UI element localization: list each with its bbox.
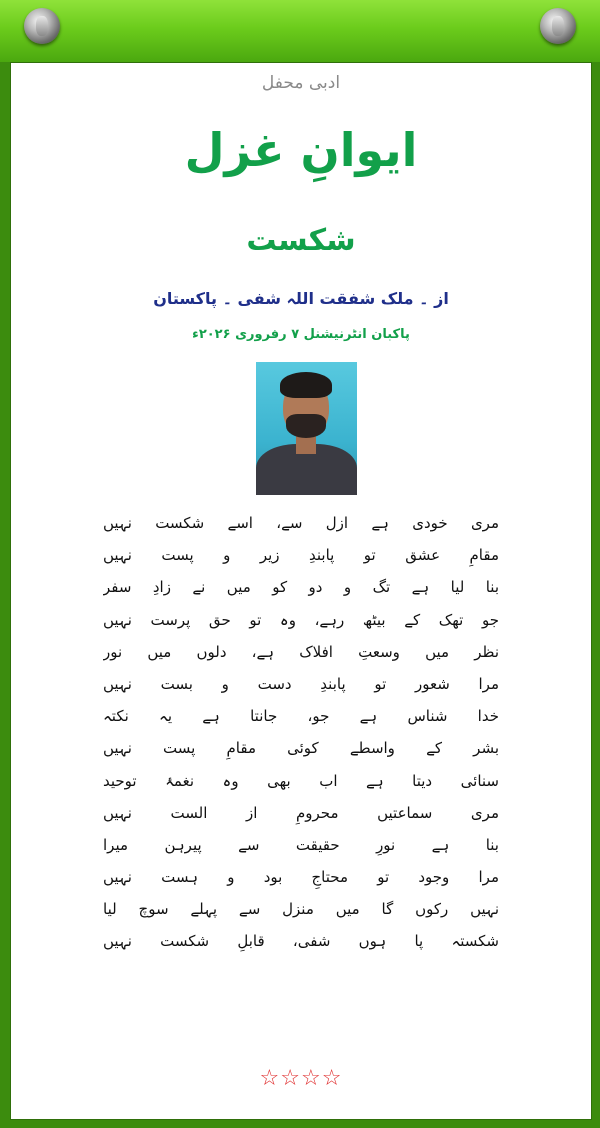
poem-title: شکست (246, 223, 356, 258)
poem-line: سنائی دیتا ہے اب بھی وہ نغمۂ توحید (103, 771, 499, 790)
poem-line: مری خودی ہے ازل سے، اسے شکست نہیں (103, 514, 499, 532)
poem-line: نظر میں وسعتِ افلاک ہے، دلوں میں نور (103, 642, 499, 661)
paper-sheet (10, 62, 592, 1120)
top-bar (0, 0, 600, 62)
pushpin-icon (540, 8, 576, 44)
poem-line: مرا وجود تو محتاجِ بود و ہست نہیں (103, 868, 499, 887)
poem-line: شکستہ پا ہوں شفی، قابلِ شکست نہیں (103, 932, 499, 951)
poem-line: بنا ہے نورِ حقیقت سے پیرہن میرا (103, 835, 499, 854)
poem-line: مرا شعور تو پابندِ دست و بست نہیں (103, 674, 499, 693)
poem-line: مری سماعتیں محرومِ از الست نہیں (103, 803, 499, 822)
poem-line: بنا لیا ہے تگ و دو کو میں نے زادِ سفر (103, 578, 499, 597)
author-line: از ۔ ملک شفقت اللہ شفی ۔ پاکستان (153, 289, 449, 308)
rating-stars: ☆☆☆☆ (259, 1066, 343, 1091)
photo-beard (286, 414, 326, 438)
poem-body (103, 507, 499, 958)
poem-line: جو تھک کے بیٹھ رہے، وہ تو حق پرست نہیں (103, 610, 499, 629)
photo-hair (280, 372, 332, 398)
section-label: ادبی محفل (261, 73, 341, 93)
pushpin-icon (24, 8, 60, 44)
poem-line: خدا شناس ہے جو، جانتا ہے یہ نکتہ (103, 707, 499, 726)
poem-line: مقامِ عشق تو پابندِ زیر و پست نہیں (103, 546, 499, 565)
author-photo (256, 362, 357, 495)
source-line: پاکبان انٹرنیشنل ۷ رفروری ۲۰۲۶ء (192, 327, 410, 342)
main-title: ایوانِ غزل (184, 123, 418, 177)
poem-line: نہیں رکوں گا میں منزل سے پہلے سوچ لیا (103, 900, 499, 919)
poem-line: بشر کے واسطے کوئی مقامِ پست نہیں (103, 739, 499, 758)
